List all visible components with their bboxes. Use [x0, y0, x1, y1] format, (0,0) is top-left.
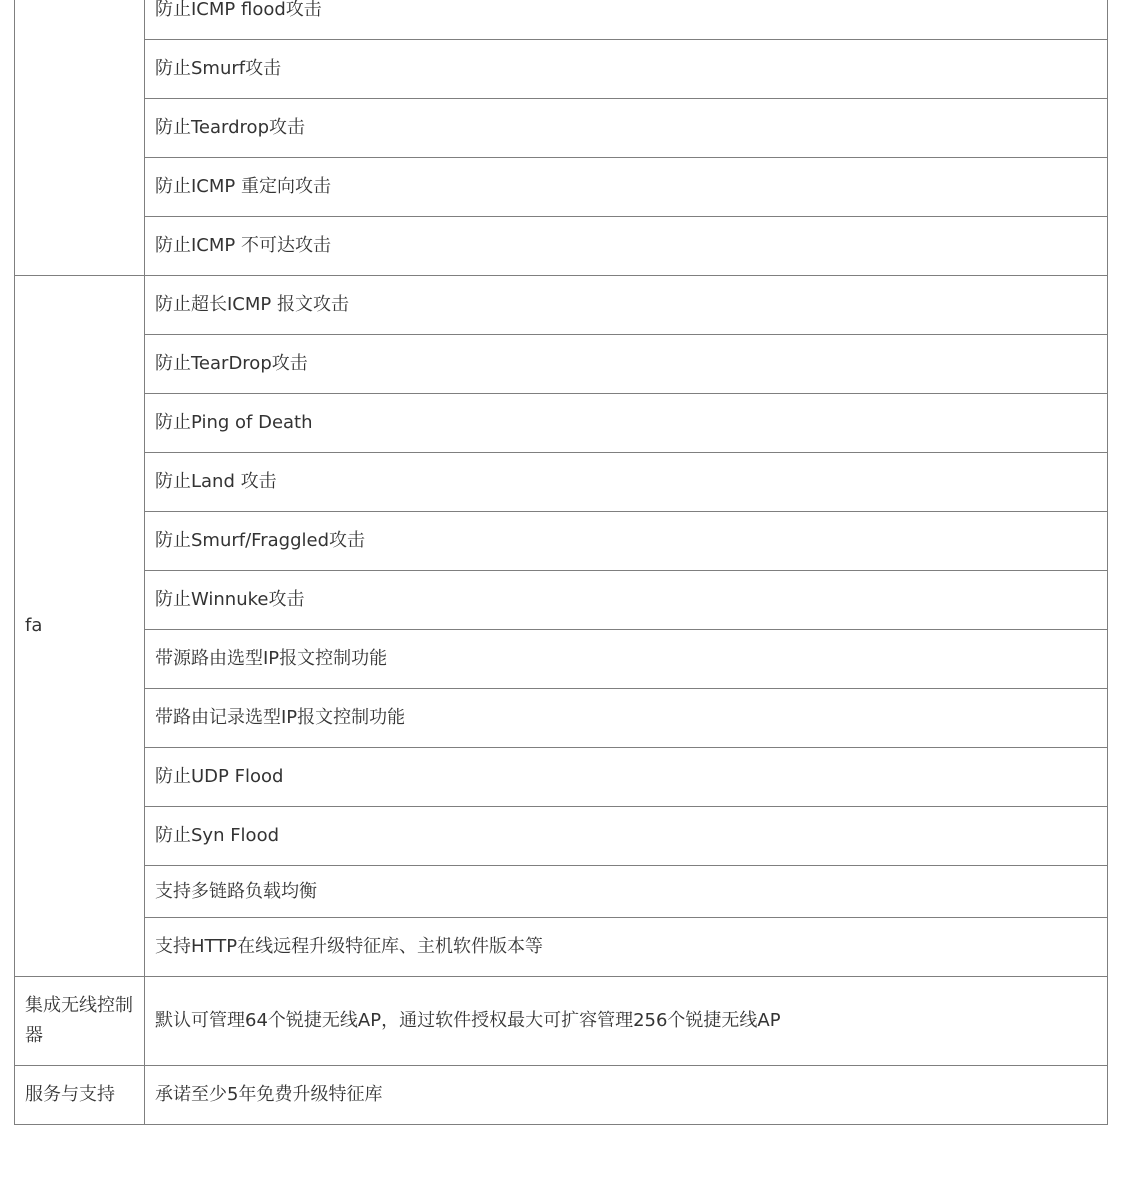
spec-table: [14, 0, 1108, 1125]
table-row: [15, 807, 1108, 866]
table-row: [15, 918, 1108, 977]
table-row: [15, 40, 1108, 99]
feature-cell: 承诺至少5年免费升级特征库: [145, 1066, 1108, 1125]
feature-cell: 防止ICMP 重定向攻击: [145, 158, 1108, 217]
category-cell: 集成无线控制器: [15, 977, 145, 1066]
table-row: [15, 99, 1108, 158]
table-row: [15, 748, 1108, 807]
table-row: [15, 866, 1108, 918]
feature-cell: 支持多链路负载均衡: [145, 866, 1108, 918]
feature-cell: 防止Land 攻击: [145, 453, 1108, 512]
category-cell-empty: [15, 0, 145, 276]
category-cell: fa: [15, 276, 145, 977]
table-row: [15, 1066, 1108, 1125]
category-cell: 服务与支持: [15, 1066, 145, 1125]
table-row: [15, 977, 1108, 1066]
feature-cell: 防止TearDrop攻击: [145, 335, 1108, 394]
feature-cell: 默认可管理64个锐捷无线AP，通过软件授权最大可扩容管理256个锐捷无线AP: [145, 977, 1108, 1066]
feature-cell: 带路由记录选型IP报文控制功能: [145, 689, 1108, 748]
table-row: [15, 276, 1108, 335]
feature-cell: 支持HTTP在线远程升级特征库、主机软件版本等: [145, 918, 1108, 977]
feature-cell: 带源路由选型IP报文控制功能: [145, 630, 1108, 689]
feature-cell: 防止Smurf攻击: [145, 40, 1108, 99]
table-row: [15, 630, 1108, 689]
table-row: [15, 512, 1108, 571]
table-row: [15, 453, 1108, 512]
table-row: [15, 394, 1108, 453]
feature-cell: 防止ICMP flood攻击: [145, 0, 1108, 40]
feature-cell: 防止Smurf/Fraggled攻击: [145, 512, 1108, 571]
table-row: [15, 0, 1108, 40]
feature-cell: 防止Winnuke攻击: [145, 571, 1108, 630]
table-row: [15, 689, 1108, 748]
table-row: [15, 217, 1108, 276]
feature-cell: 防止超长ICMP 报文攻击: [145, 276, 1108, 335]
table-row: [15, 571, 1108, 630]
feature-cell: 防止Teardrop攻击: [145, 99, 1108, 158]
feature-cell: 防止Ping of Death: [145, 394, 1108, 453]
table-row: [15, 335, 1108, 394]
feature-cell: 防止ICMP 不可达攻击: [145, 217, 1108, 276]
feature-cell: 防止UDP Flood: [145, 748, 1108, 807]
table-row: [15, 158, 1108, 217]
feature-cell: 防止Syn Flood: [145, 807, 1108, 866]
